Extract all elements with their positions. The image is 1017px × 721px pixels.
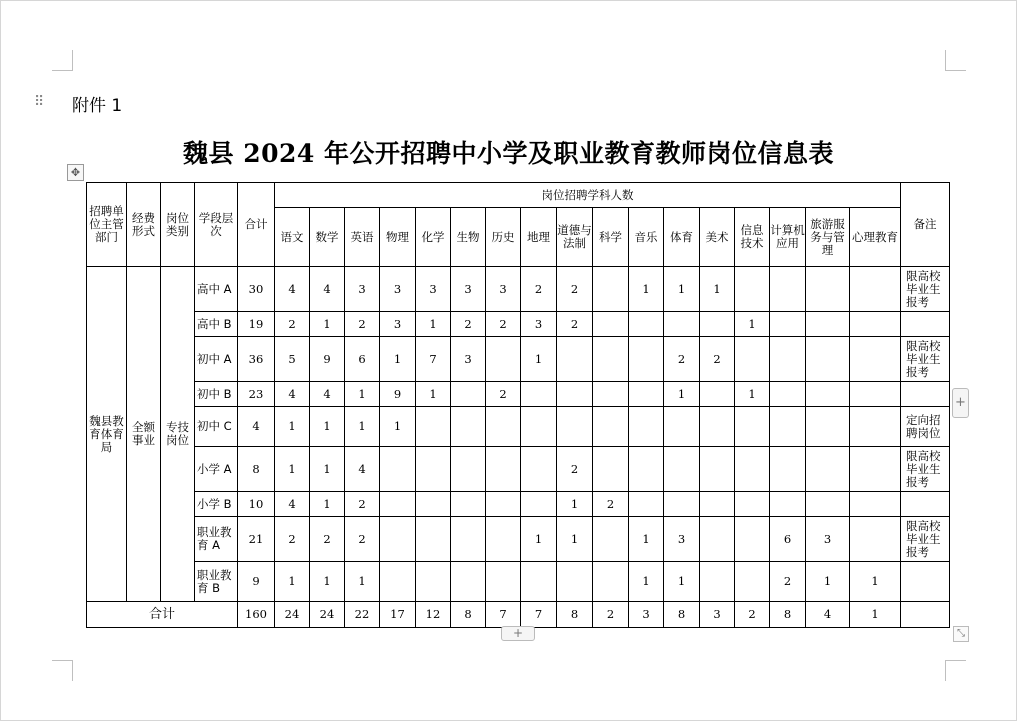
header-subject: 语文	[275, 208, 310, 267]
header-post-type: 岗位类别	[161, 183, 195, 267]
cell-count	[806, 382, 850, 407]
cell-count: 1	[310, 407, 345, 447]
cell-count	[629, 447, 664, 492]
document-title: 魏县 2024 年公开招聘中小学及职业教育教师岗位信息表	[183, 139, 834, 168]
cell-count: 1	[735, 382, 770, 407]
cell-count	[770, 337, 806, 382]
cell-level: 高中 B	[195, 312, 238, 337]
cell-count: 2	[275, 517, 310, 562]
cell-count	[416, 517, 451, 562]
cell-level: 职业教育 B	[195, 562, 238, 602]
cell-count: 3	[486, 267, 521, 312]
cell-count	[806, 267, 850, 312]
table-row	[87, 492, 950, 517]
cell-count: 9	[380, 382, 416, 407]
cell-count	[664, 492, 700, 517]
cell-count	[735, 447, 770, 492]
totals-grand-total: 160	[238, 602, 275, 628]
table-row	[87, 382, 950, 407]
totals-cell: 12	[416, 602, 451, 628]
cell-count	[629, 312, 664, 337]
cell-count	[521, 407, 557, 447]
header-dept: 招聘单位主管部门	[87, 183, 127, 267]
cell-count	[593, 312, 629, 337]
cell-count: 1	[664, 267, 700, 312]
cell-remark: 限高校毕业生报考	[901, 517, 950, 562]
totals-label: 合计	[87, 602, 238, 628]
totals-cell: 7	[486, 602, 521, 628]
cell-count: 2	[486, 382, 521, 407]
cell-count	[486, 447, 521, 492]
cell-count	[770, 447, 806, 492]
cell-count: 2	[700, 337, 735, 382]
cell-count: 6	[345, 337, 380, 382]
table-row	[87, 312, 950, 337]
cell-remark: 限高校毕业生报考	[901, 267, 950, 312]
cell-count	[416, 447, 451, 492]
cell-count	[486, 517, 521, 562]
header-subject: 科学	[593, 208, 629, 267]
cell-count	[557, 382, 593, 407]
cell-count	[770, 407, 806, 447]
cell-count: 1	[806, 562, 850, 602]
cell-count: 2	[593, 492, 629, 517]
cell-count	[850, 337, 901, 382]
cell-count: 2	[557, 447, 593, 492]
cell-count	[850, 382, 901, 407]
header-funding: 经费形式	[127, 183, 161, 267]
cell-remark	[901, 382, 950, 407]
cell-count	[850, 267, 901, 312]
cell-count: 4	[275, 267, 310, 312]
cell-count	[770, 312, 806, 337]
cell-count	[700, 382, 735, 407]
cell-count	[770, 382, 806, 407]
cell-count	[735, 492, 770, 517]
cell-row-total: 9	[238, 562, 275, 602]
cell-count: 1	[380, 337, 416, 382]
cell-count	[557, 337, 593, 382]
cell-count: 1	[416, 312, 451, 337]
cell-count	[557, 562, 593, 602]
totals-cell: 8	[451, 602, 486, 628]
header-subject: 计算机应用	[770, 208, 806, 267]
cell-remark: 定向招聘岗位	[901, 407, 950, 447]
cell-level: 初中 B	[195, 382, 238, 407]
cell-level: 初中 A	[195, 337, 238, 382]
table-row	[87, 562, 950, 602]
header-subject: 信息技术	[735, 208, 770, 267]
cell-remark	[901, 562, 950, 602]
cell-count	[451, 407, 486, 447]
cell-count: 1	[557, 517, 593, 562]
header-subject: 历史	[486, 208, 521, 267]
margin-corner-bottom-right	[945, 660, 966, 681]
cell-count: 1	[310, 562, 345, 602]
cell-count: 1	[310, 492, 345, 517]
cell-count: 2	[310, 517, 345, 562]
cell-row-total: 10	[238, 492, 275, 517]
header-remark: 备注	[901, 183, 950, 267]
totals-cell: 24	[275, 602, 310, 628]
cell-remark	[901, 492, 950, 517]
cell-level: 高中 A	[195, 267, 238, 312]
cell-count: 2	[345, 492, 380, 517]
cell-count: 4	[275, 382, 310, 407]
cell-count	[486, 337, 521, 382]
cell-count	[664, 447, 700, 492]
cell-count: 2	[486, 312, 521, 337]
cell-count: 4	[345, 447, 380, 492]
cell-count: 3	[380, 267, 416, 312]
attachment-label: 附件 1	[72, 96, 123, 116]
cell-count: 1	[380, 407, 416, 447]
cell-count	[593, 337, 629, 382]
cell-count	[593, 517, 629, 562]
cell-count	[700, 407, 735, 447]
cell-count: 4	[275, 492, 310, 517]
cell-count	[451, 447, 486, 492]
cell-count: 9	[310, 337, 345, 382]
cell-count: 1	[521, 517, 557, 562]
cell-count: 2	[521, 267, 557, 312]
cell-count: 1	[735, 312, 770, 337]
cell-count: 3	[345, 267, 380, 312]
cell-count	[700, 517, 735, 562]
cell-remark	[901, 312, 950, 337]
table-row	[87, 267, 950, 312]
cell-remark: 限高校毕业生报考	[901, 447, 950, 492]
cell-row-total: 21	[238, 517, 275, 562]
header-subject: 化学	[416, 208, 451, 267]
cell-count: 1	[275, 562, 310, 602]
header-subject: 道德与法制	[557, 208, 593, 267]
cell-count	[806, 407, 850, 447]
cell-count	[806, 447, 850, 492]
totals-cell: 3	[700, 602, 735, 628]
cell-count	[557, 407, 593, 447]
cell-count: 4	[310, 382, 345, 407]
cell-count	[735, 267, 770, 312]
cell-count: 1	[275, 407, 310, 447]
totals-cell: 8	[664, 602, 700, 628]
cell-count: 2	[275, 312, 310, 337]
cell-count	[593, 562, 629, 602]
cell-dept: 魏县教育体育局	[87, 267, 127, 602]
totals-cell: 8	[770, 602, 806, 628]
cell-count: 2	[557, 312, 593, 337]
cell-count	[629, 407, 664, 447]
totals-cell: 8	[557, 602, 593, 628]
cell-count	[416, 562, 451, 602]
cell-count	[850, 447, 901, 492]
header-subject: 音乐	[629, 208, 664, 267]
cell-post-type: 专技岗位	[161, 267, 195, 602]
cell-count: 1	[521, 337, 557, 382]
cell-count: 2	[664, 337, 700, 382]
cell-count	[593, 267, 629, 312]
cell-count	[593, 382, 629, 407]
cell-count	[850, 492, 901, 517]
totals-cell: 17	[380, 602, 416, 628]
cell-count: 3	[521, 312, 557, 337]
cell-row-total: 19	[238, 312, 275, 337]
margin-corner-bottom-left	[52, 660, 73, 681]
cell-count	[521, 492, 557, 517]
cell-count	[770, 492, 806, 517]
totals-row	[87, 602, 950, 628]
header-subject: 生物	[451, 208, 486, 267]
cell-row-total: 8	[238, 447, 275, 492]
header-subject: 旅游服务与管理	[806, 208, 850, 267]
cell-count	[416, 407, 451, 447]
cell-row-total: 23	[238, 382, 275, 407]
cell-count: 4	[310, 267, 345, 312]
cell-count	[380, 492, 416, 517]
header-subject: 心理教育	[850, 208, 901, 267]
cell-row-total: 36	[238, 337, 275, 382]
header-subject: 英语	[345, 208, 380, 267]
cell-row-total: 4	[238, 407, 275, 447]
cell-count: 7	[416, 337, 451, 382]
header-subject: 物理	[380, 208, 416, 267]
cell-count: 3	[380, 312, 416, 337]
cell-count: 1	[664, 562, 700, 602]
cell-count	[850, 312, 901, 337]
cell-count: 1	[664, 382, 700, 407]
cell-count	[735, 517, 770, 562]
header-subject: 地理	[521, 208, 557, 267]
table-row	[87, 517, 950, 562]
cell-count: 3	[664, 517, 700, 562]
cell-count: 3	[451, 267, 486, 312]
position-info-table	[86, 182, 950, 628]
cell-row-total: 30	[238, 267, 275, 312]
cell-count	[380, 562, 416, 602]
add-column-button[interactable]: +	[952, 388, 969, 418]
cell-count	[486, 407, 521, 447]
cell-count	[593, 447, 629, 492]
cell-level: 小学 B	[195, 492, 238, 517]
margin-corner-top-left	[52, 50, 73, 71]
cell-funding: 全额事业	[127, 267, 161, 602]
table-row	[87, 337, 950, 382]
cell-count	[380, 517, 416, 562]
cell-count: 3	[416, 267, 451, 312]
cell-count	[486, 562, 521, 602]
totals-cell: 3	[629, 602, 664, 628]
header-subject-group: 岗位招聘学科人数	[275, 183, 901, 208]
cell-count	[451, 492, 486, 517]
cell-count: 6	[770, 517, 806, 562]
cell-count	[521, 447, 557, 492]
cell-count	[735, 337, 770, 382]
cell-count: 1	[275, 447, 310, 492]
cell-count: 5	[275, 337, 310, 382]
header-total: 合计	[238, 183, 275, 267]
cell-count	[735, 407, 770, 447]
cell-count: 1	[629, 562, 664, 602]
totals-cell: 1	[850, 602, 901, 628]
cell-count: 1	[310, 312, 345, 337]
cell-count: 3	[806, 517, 850, 562]
table-move-icon[interactable]: ✥	[67, 164, 84, 181]
cell-count	[380, 447, 416, 492]
cell-count: 2	[345, 517, 380, 562]
cell-count: 1	[629, 517, 664, 562]
cell-count: 1	[700, 267, 735, 312]
cell-count	[451, 562, 486, 602]
table-row	[87, 407, 950, 447]
margin-corner-top-right	[945, 50, 966, 71]
cell-count: 1	[345, 562, 380, 602]
cell-count: 1	[850, 562, 901, 602]
add-row-button[interactable]: +	[501, 626, 535, 641]
cell-count	[806, 312, 850, 337]
cell-count	[806, 492, 850, 517]
cell-remark: 限高校毕业生报考	[901, 337, 950, 382]
cell-count	[486, 492, 521, 517]
header-level: 学段层次	[195, 183, 238, 267]
paragraph-drag-handle-icon[interactable]: ⠿	[34, 94, 45, 110]
table-row	[87, 447, 950, 492]
cell-count: 1	[557, 492, 593, 517]
totals-remark	[901, 602, 950, 628]
cell-count: 1	[629, 267, 664, 312]
cell-count	[664, 312, 700, 337]
header-subject: 体育	[664, 208, 700, 267]
cell-count	[806, 337, 850, 382]
cell-count	[451, 517, 486, 562]
cell-count	[770, 267, 806, 312]
cell-count	[629, 492, 664, 517]
totals-cell: 22	[345, 602, 380, 628]
cell-count	[629, 337, 664, 382]
cell-count	[521, 562, 557, 602]
cell-count	[416, 492, 451, 517]
table-resize-icon[interactable]: ⤡	[953, 626, 969, 642]
cell-count: 1	[310, 447, 345, 492]
cell-count	[451, 382, 486, 407]
cell-count	[850, 517, 901, 562]
cell-count	[700, 492, 735, 517]
cell-count	[850, 407, 901, 447]
cell-count	[629, 382, 664, 407]
cell-count: 3	[451, 337, 486, 382]
cell-count	[700, 312, 735, 337]
cell-count: 2	[557, 267, 593, 312]
totals-cell: 2	[593, 602, 629, 628]
totals-cell: 7	[521, 602, 557, 628]
totals-cell: 24	[310, 602, 345, 628]
totals-cell: 4	[806, 602, 850, 628]
cell-count	[521, 382, 557, 407]
totals-cell: 2	[735, 602, 770, 628]
cell-level: 职业教育 A	[195, 517, 238, 562]
cell-level: 初中 C	[195, 407, 238, 447]
cell-count	[664, 407, 700, 447]
cell-count	[700, 562, 735, 602]
cell-count	[700, 447, 735, 492]
cell-count: 1	[345, 382, 380, 407]
cell-count	[593, 407, 629, 447]
cell-level: 小学 A	[195, 447, 238, 492]
cell-count: 2	[345, 312, 380, 337]
cell-count: 1	[345, 407, 380, 447]
header-subject: 数学	[310, 208, 345, 267]
header-subject: 美术	[700, 208, 735, 267]
cell-count	[735, 562, 770, 602]
cell-count: 2	[451, 312, 486, 337]
cell-count: 2	[770, 562, 806, 602]
cell-count: 1	[416, 382, 451, 407]
